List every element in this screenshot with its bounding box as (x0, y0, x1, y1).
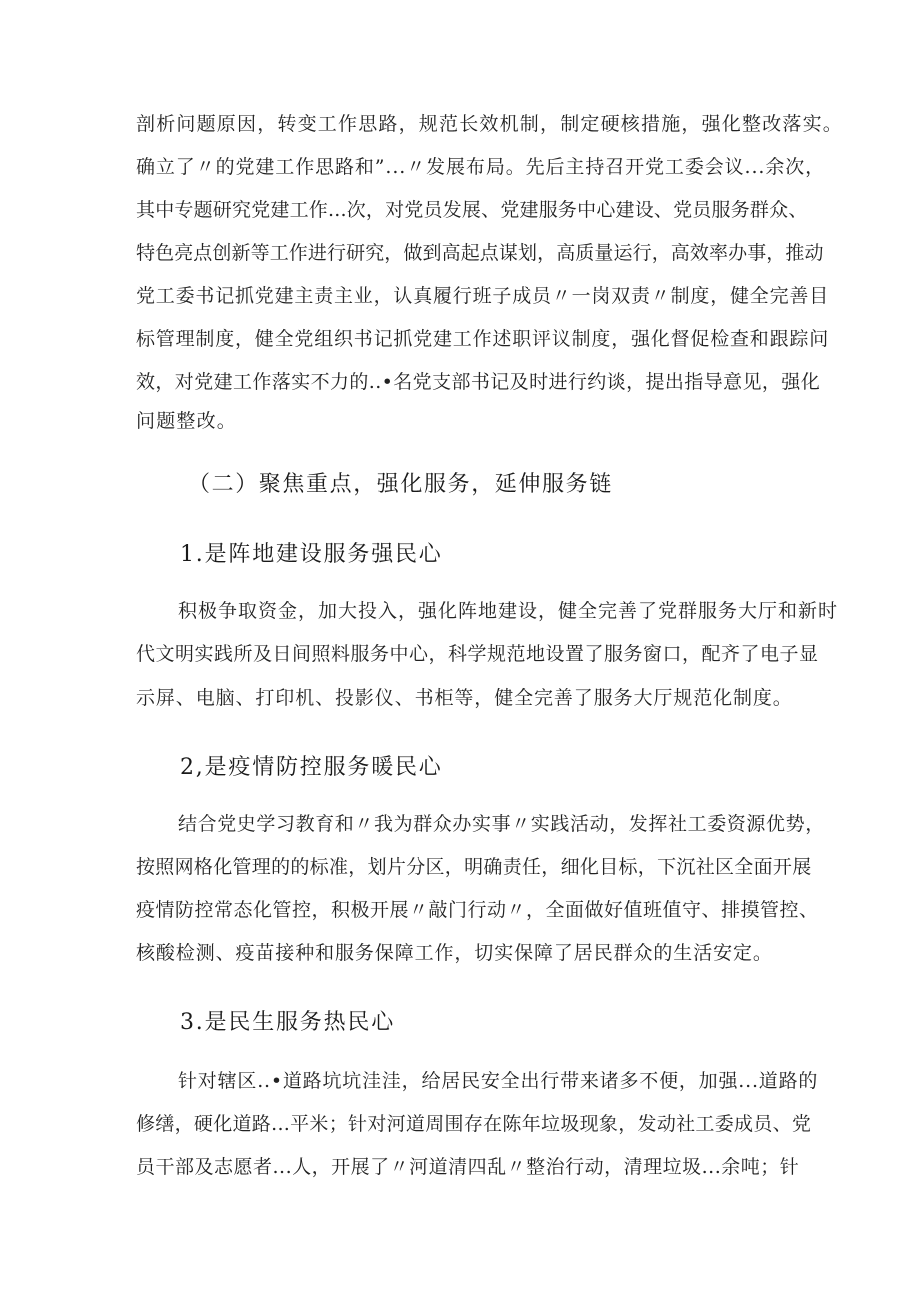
paragraph-line: 代文明实践所及日间照料服务中心，科学规范地设置了服务窗口，配齐了电子显 (136, 643, 819, 665)
paragraph-line: 疫情防控常态化管控，积极开展〃敲门行动〃，全面做好值班值守、排摸管控、 (136, 899, 819, 921)
paragraph-line: 问题整改。 (136, 410, 238, 432)
paragraph-line: 党工委书记抓党建主责主业，认真履行班子成员〃一岗双责〃制度，健全完善目 (136, 285, 830, 307)
paragraph-line: 效，对党建工作落实不力的..•名党支部书记及时进行约谈，提出指导意见，强化 (136, 371, 821, 393)
paragraph-line: 示屏、电脑、打印机、投影仪、书柜等，健全完善了服务大厅规范化制度。 (136, 687, 793, 709)
paragraph-line: 核酸检测、疫苗接种和服务保障工作，切实保障了居民群众的生活安定。 (136, 942, 773, 964)
section-heading: （二）聚焦重点，强化服务，延伸服务链 (188, 472, 613, 497)
item-2-heading: 2,是疫情防控服务暖民心 (180, 755, 443, 780)
item-1-heading: 1.是阵地建设服务强民心 (180, 542, 443, 567)
paragraph-line: 特色亮点创新等工作进行研究，做到高起点谋划，高质量运行，高效率办事，推动 (136, 242, 824, 264)
paragraph-line: 员干部及志愿者...人，开展了〃河道清四乱〃整治行动，清理垃圾...余吨；针 (136, 1156, 800, 1178)
paragraph-line: 针对辖区..•道路坑坑洼洼，给居民安全出行带来诸多不便，加强...道路的 (178, 1070, 819, 1092)
paragraph-line: 结合党史学习教育和〃我为群众办实事〃实践活动，发挥社工委资源优势， (178, 813, 825, 835)
paragraph-line: 修缮，硬化道路...平米；针对河道周围存在陈年垃圾现象，发动社工委成员、党 (136, 1113, 812, 1135)
paragraph-line: 确立了〃的党建工作思路和”...〃发展布局。先后主持召开党工委会议...余次， (136, 156, 826, 178)
paragraph-line: 标管理制度，健全党组织书记抓党建工作述职评议制度，强化督促检查和跟踪问 (136, 328, 830, 350)
paragraph-line: 其中专题研究党建工作...次，对党员发展、党建服务中心建设、党员服务群众、 (136, 199, 808, 221)
paragraph-line: 按照网格化管理的的标准，划片分区，明确责任，细化目标，下沉社区全面开展 (136, 856, 812, 878)
item-3-heading: 3.是民生服务热民心 (180, 1010, 395, 1035)
paragraph-line: 剖析问题原因，转变工作思路，规范长效机制，制定硬核措施，强化整改落实。 (136, 113, 844, 135)
paragraph-line: 积极争取资金，加大投入，强化阵地建设，健全完善了党群服务大厅和新时 (178, 600, 839, 622)
